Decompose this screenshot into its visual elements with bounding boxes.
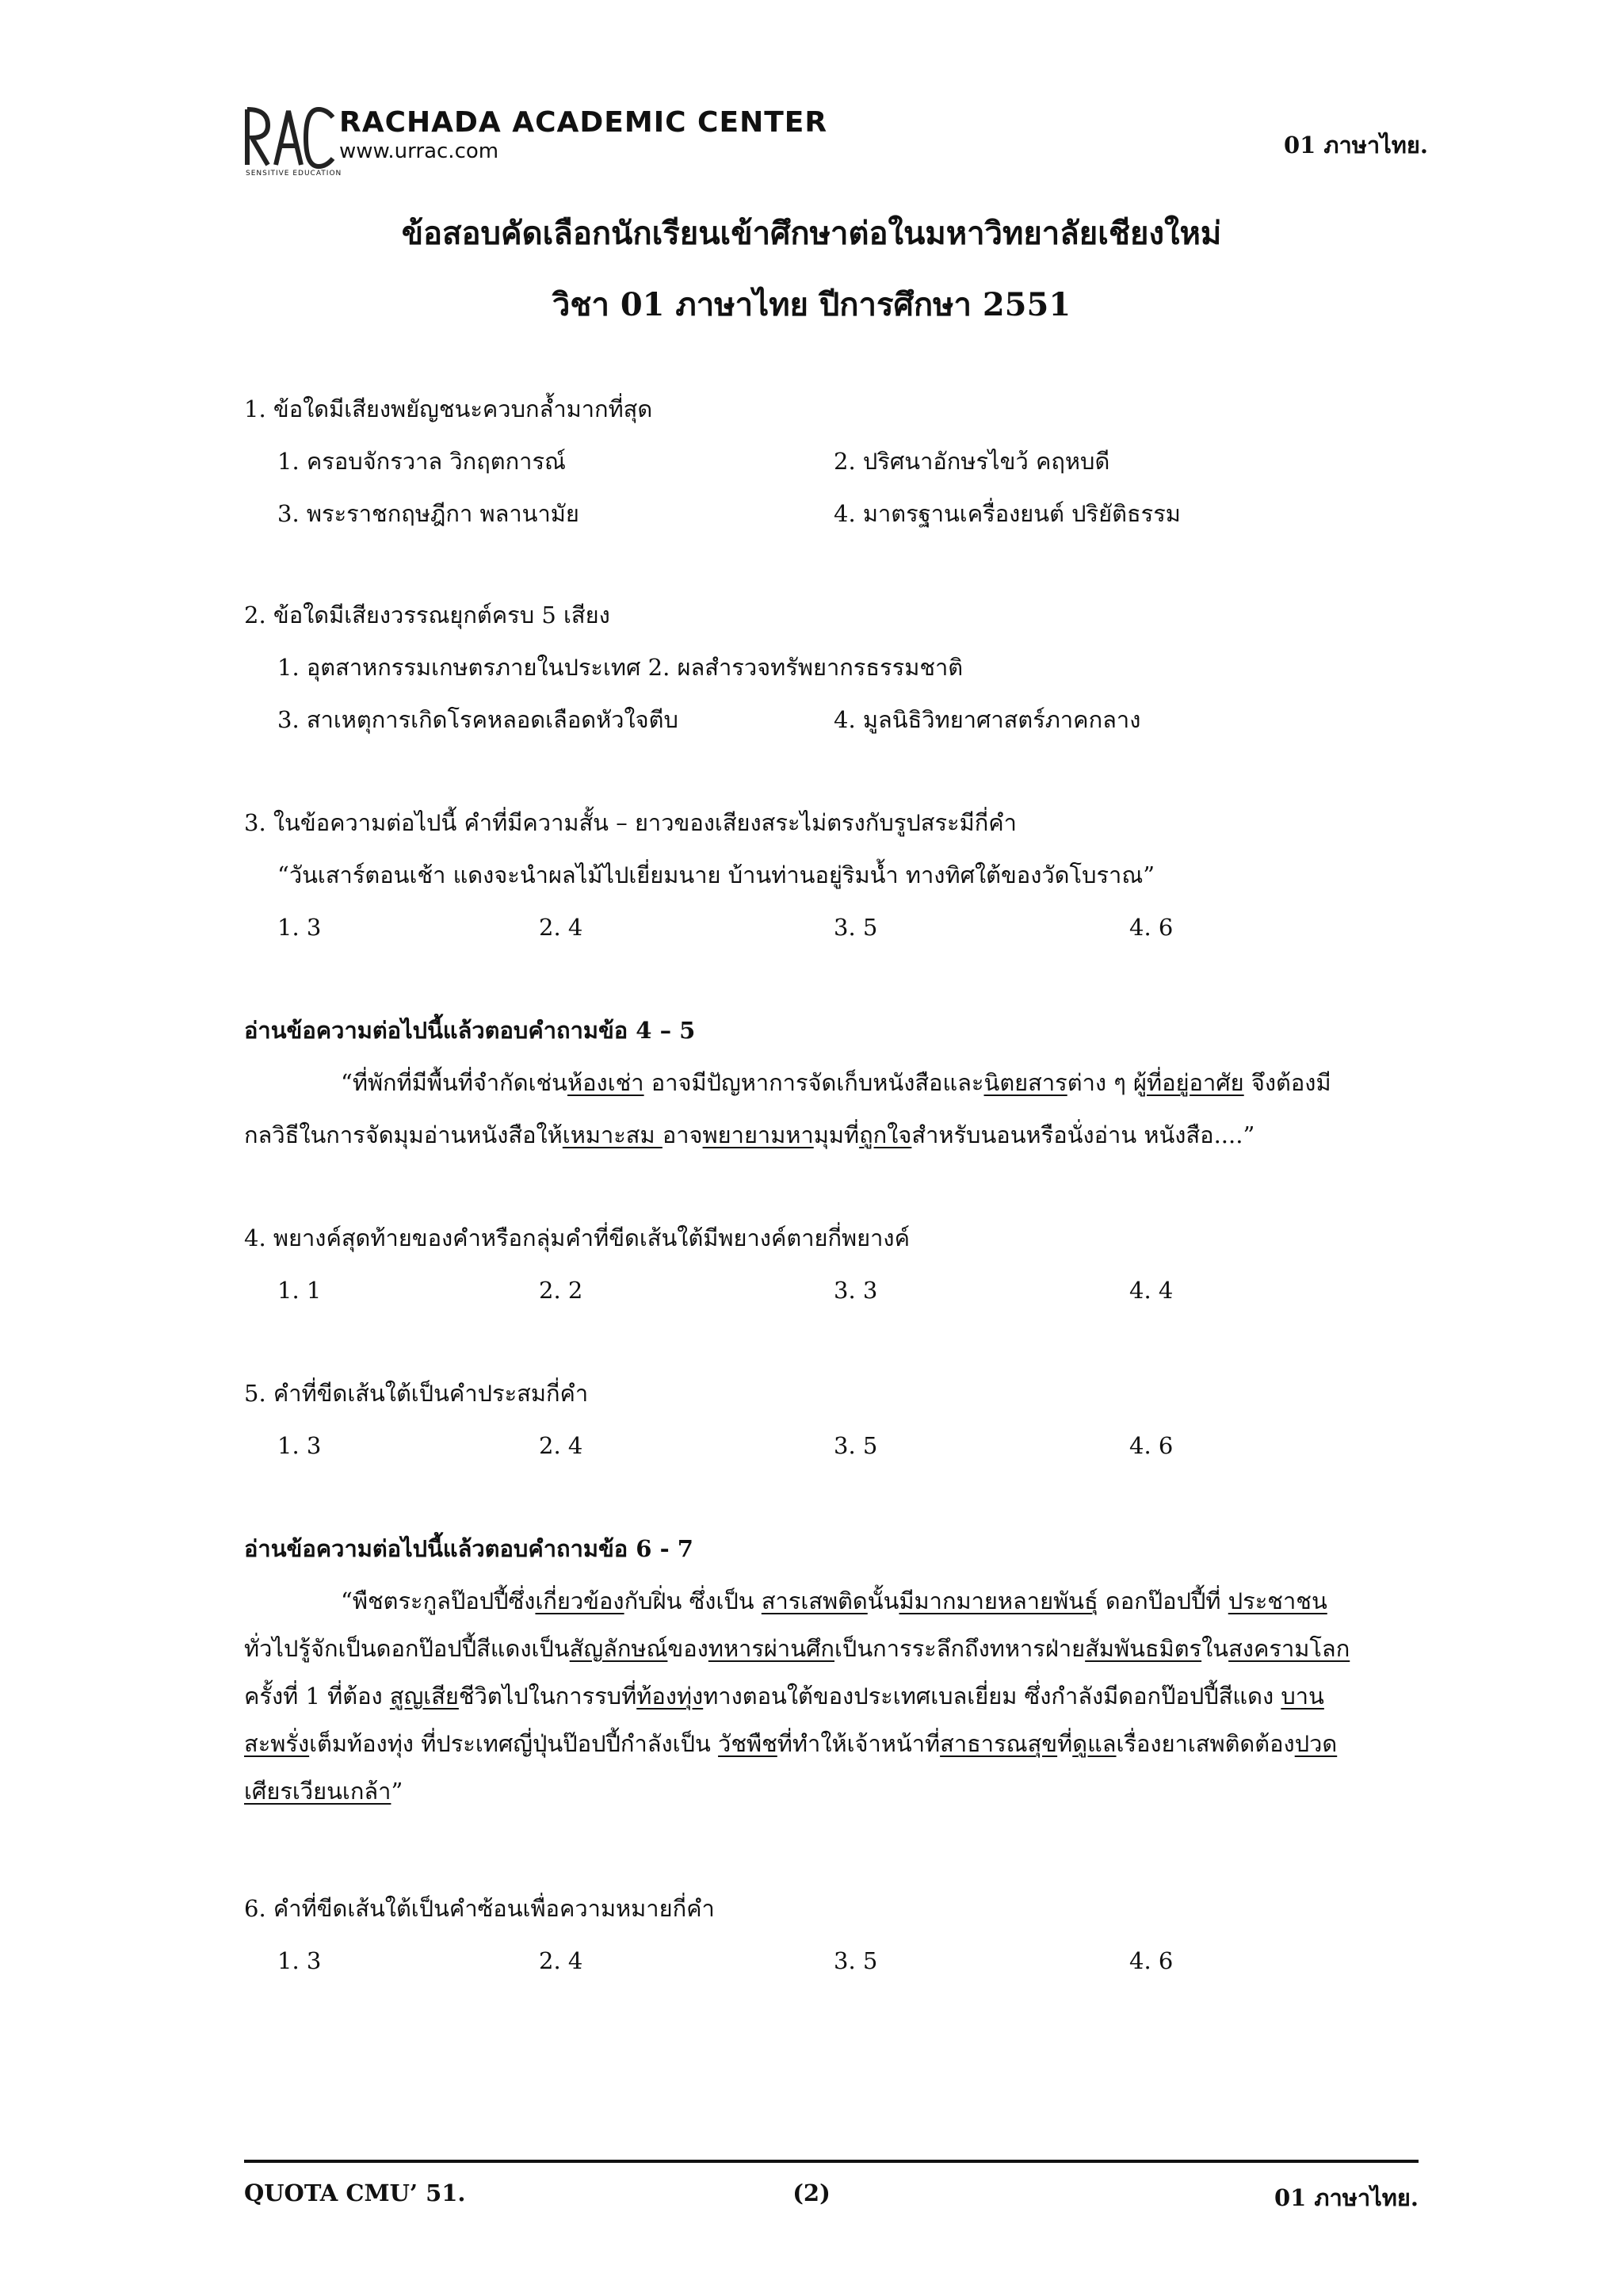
footer-right: 01 ภาษาไทย. — [1274, 2184, 1419, 2211]
org-tagline: SENSITIVE EDUCATION — [246, 170, 342, 178]
q5-option-2: 2. 4 — [539, 1432, 583, 1459]
q3-option-3: 3. 5 — [834, 914, 878, 941]
passage1-line-2: กลวิธีในการจัดมุมอ่านหนังสือให้เหมาะสม อาจพยายามหามุมที่ถูกใจสำหรับนอนหรือนั่งอ่าน หนังสือ....” — [244, 1121, 1255, 1148]
q5-stem: 5. คำที่ขีดเส้นใต้เป็นคำประสมกี่คำ — [244, 1380, 589, 1407]
page-number: (2) — [792, 2179, 831, 2206]
passage1-heading: อ่านข้อความต่อไปนี้แล้วตอบคำถามข้อ 4 – 5 — [244, 1017, 696, 1044]
q1-option-1: 1. ครอบจักรวาล วิกฤตการณ์ — [277, 448, 566, 475]
q5-option-4: 4. 6 — [1129, 1432, 1174, 1459]
footer-divider — [244, 2160, 1419, 2163]
q4-option-3: 3. 3 — [834, 1277, 878, 1304]
q1-stem: 1. ข้อใดมีเสียงพยัญชนะควบกล้ำมากที่สุด — [244, 395, 653, 422]
q4-option-1: 1. 1 — [277, 1277, 322, 1304]
rac-logo-mark-icon — [244, 103, 344, 179]
q3-option-1: 1. 3 — [277, 914, 322, 941]
q4-option-2: 2. 2 — [539, 1277, 583, 1304]
q2-option-4: 4. มูลนิธิวิทยาศาสตร์ภาคกลาง — [834, 706, 1141, 733]
passage2-line-2: ทั่วไปรู้จักเป็นดอกป๊อปปี้สีแดงเป็นสัญลักษณ์ของทหารผ่านศึกเป็นการระลึกถึงทหารฝ่ายสัมพันธมิตรในสงครามโลก — [244, 1635, 1350, 1662]
q3-option-4: 4. 6 — [1129, 914, 1174, 941]
q3-option-2: 2. 4 — [539, 914, 583, 941]
q6-option-3: 3. 5 — [834, 1947, 878, 1974]
passage2-heading: อ่านข้อความต่อไปนี้แล้วตอบคำถามข้อ 6 - 7 — [244, 1535, 693, 1562]
q3-quote: “วันเสาร์ตอนเช้า แดงจะนำผลไม้ไปเยี่ยมนาย บ้านท่านอยู่ริมน้ำ ทางทิศใต้ของวัดโบราณ” — [277, 861, 1155, 888]
org-url: www.urrac.com — [339, 139, 499, 163]
exam-subtitle: วิชา 01 ภาษาไทย ปีการศึกษา 2551 — [552, 286, 1071, 323]
subject-tag: 01 ภาษาไทย. — [1283, 132, 1428, 159]
footer-left: QUOTA CMU’ 51. — [244, 2179, 466, 2206]
passage2-line-3: ครั้งที่ 1 ที่ต้อง สูญเสียชีวิตไปในการรบที่ท้องทุ่งทางตอนใต้ของประเทศเบลเยี่ยม ซึ่งกำลังมีดอกป๊อปปี้สีแดง บาน — [244, 1683, 1324, 1710]
q6-option-2: 2. 4 — [539, 1947, 583, 1974]
q1-option-2: 2. ปริศนาอักษรไขว้ คฤหบดี — [834, 448, 1110, 475]
rac-logo — [244, 103, 828, 179]
org-name: RACHADA ACADEMIC CENTER — [339, 106, 828, 139]
q6-stem: 6. คำที่ขีดเส้นใต้เป็นคำซ้อนเพื่อความหมายกี่คำ — [244, 1895, 715, 1922]
passage1-line-1: “ที่พักที่มีพื้นที่จำกัดเช่นห้องเช่า อาจมีปัญหาการจัดเก็บหนังสือและนิตยสารต่าง ๆ ผู้ที่อยู่อาศัย จึงต้องมี — [341, 1069, 1331, 1096]
passage2-line-4: สะพรั่งเต็มท้องทุ่ง ที่ประเทศญี่ปุ่นป๊อปปี้กำลังเป็น วัชพืชที่ทำให้เจ้าหน้าที่สาธารณสุขที่ดูแลเรื่องยาเสพติดต้องปวด — [244, 1730, 1338, 1757]
q6-option-4: 4. 6 — [1129, 1947, 1174, 1974]
q4-option-4: 4. 4 — [1129, 1277, 1174, 1304]
passage2-line-1: “พืชตระกูลป๊อปปี้ซึ่งเกี่ยวข้องกับฝิ่น ซึ่งเป็น สารเสพติดนั้นมีมากมายหลายพันธุ์ ดอกป๊อปปี้ที่ ประชาชน — [341, 1587, 1327, 1614]
q5-option-3: 3. 5 — [834, 1432, 878, 1459]
q2-option-3: 3. สาเหตุการเกิดโรคหลอดเลือดหัวใจตีบ — [277, 706, 678, 733]
q1-option-4: 4. มาตรฐานเครื่องยนต์ ปริยัติธรรม — [834, 500, 1181, 527]
q3-stem: 3. ในข้อความต่อไปนี้ คำที่มีความสั้น – ยาวของเสียงสระไม่ตรงกับรูปสระมีกี่คำ — [244, 809, 1017, 836]
exam-title: ข้อสอบคัดเลือกนักเรียนเข้าศึกษาต่อในมหาวิทยาลัยเชียงใหม่ — [401, 215, 1222, 252]
q6-option-1: 1. 3 — [277, 1947, 322, 1974]
q2-options-1-2: 1. อุตสาหกรรมเกษตรภายในประเทศ 2. ผลสำรวจทรัพยากรธรรมชาติ — [277, 654, 964, 681]
passage2-line-5: เศียรเวียนเกล้า” — [244, 1778, 403, 1805]
q2-stem: 2. ข้อใดมีเสียงวรรณยุกต์ครบ 5 เสียง — [244, 602, 610, 628]
q4-stem: 4. พยางค์สุดท้ายของคำหรือกลุ่มคำที่ขีดเส้นใต้มีพยางค์ตายกี่พยางค์ — [244, 1224, 910, 1251]
q5-option-1: 1. 3 — [277, 1432, 322, 1459]
q1-option-3: 3. พระราชกฤษฎีกา พลานามัย — [277, 500, 579, 527]
